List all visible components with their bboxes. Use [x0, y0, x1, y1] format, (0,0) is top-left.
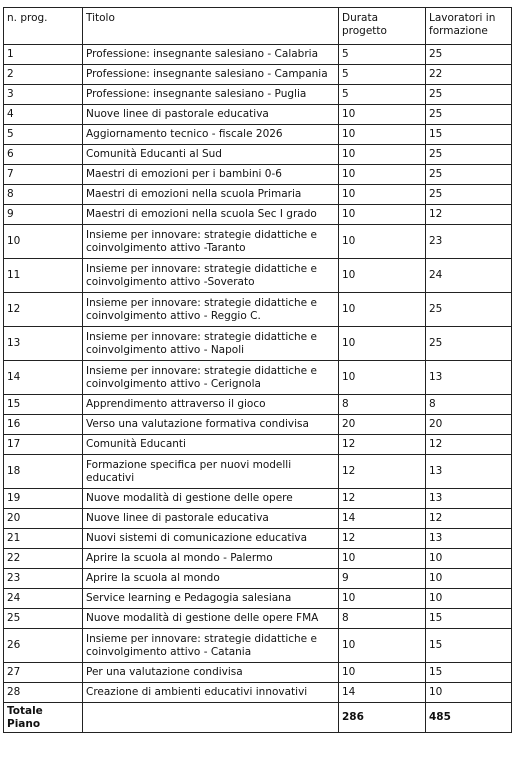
cell-durata: 10	[339, 549, 426, 569]
header-lavoratori: Lavoratori in formazione	[426, 8, 512, 45]
cell-n-prog: 17	[4, 435, 83, 455]
cell-n-prog: 10	[4, 225, 83, 259]
cell-titolo: Insieme per innovare: strategie didattiche e coinvolgimento attivo - Napoli	[83, 327, 339, 361]
table-row	[4, 293, 512, 327]
cell-durata: 10	[339, 259, 426, 293]
cell-n-prog: 4	[4, 105, 83, 125]
cell-durata: 10	[339, 629, 426, 663]
cell-lavoratori: 12	[426, 435, 512, 455]
table-row	[4, 629, 512, 663]
cell-n-prog: 19	[4, 489, 83, 509]
cell-lavoratori: 15	[426, 125, 512, 145]
cell-titolo: Service learning e Pedagogia salesiana	[83, 589, 339, 609]
header-durata: Durata progetto	[339, 8, 426, 45]
cell-n-prog: 23	[4, 569, 83, 589]
table-row	[4, 165, 512, 185]
cell-lavoratori: 25	[426, 165, 512, 185]
table-row	[4, 125, 512, 145]
table-row	[4, 145, 512, 165]
table-row	[4, 683, 512, 703]
cell-durata: 10	[339, 205, 426, 225]
cell-titolo: Creazione di ambienti educativi innovativi	[83, 683, 339, 703]
cell-durata: 5	[339, 65, 426, 85]
total-title-cell	[83, 703, 339, 733]
cell-n-prog: 26	[4, 629, 83, 663]
cell-n-prog: 3	[4, 85, 83, 105]
header-titolo: Titolo	[83, 8, 339, 45]
cell-titolo: Professione: insegnante salesiano - Puglia	[83, 85, 339, 105]
cell-titolo: Nuovi sistemi di comunicazione educativa	[83, 529, 339, 549]
cell-lavoratori: 25	[426, 293, 512, 327]
cell-n-prog: 27	[4, 663, 83, 683]
cell-titolo: Professione: insegnante salesiano - Campania	[83, 65, 339, 85]
cell-durata: 20	[339, 415, 426, 435]
table-row	[4, 509, 512, 529]
table-row	[4, 549, 512, 569]
cell-durata: 14	[339, 509, 426, 529]
cell-n-prog: 13	[4, 327, 83, 361]
cell-n-prog: 1	[4, 45, 83, 65]
cell-n-prog: 14	[4, 361, 83, 395]
cell-titolo: Insieme per innovare: strategie didattiche e coinvolgimento attivo - Cerignola	[83, 361, 339, 395]
cell-durata: 10	[339, 125, 426, 145]
cell-lavoratori: 25	[426, 327, 512, 361]
cell-n-prog: 25	[4, 609, 83, 629]
cell-lavoratori: 15	[426, 609, 512, 629]
total-durata: 286	[339, 703, 426, 733]
cell-n-prog: 21	[4, 529, 83, 549]
cell-durata: 10	[339, 589, 426, 609]
cell-n-prog: 9	[4, 205, 83, 225]
cell-lavoratori: 13	[426, 361, 512, 395]
cell-titolo: Insieme per innovare: strategie didattiche e coinvolgimento attivo - Reggio C.	[83, 293, 339, 327]
table-header-row	[4, 8, 512, 45]
cell-lavoratori: 10	[426, 549, 512, 569]
cell-lavoratori: 25	[426, 105, 512, 125]
cell-lavoratori: 25	[426, 185, 512, 205]
cell-titolo: Verso una valutazione formativa condivisa	[83, 415, 339, 435]
cell-n-prog: 24	[4, 589, 83, 609]
table-row	[4, 259, 512, 293]
cell-lavoratori: 23	[426, 225, 512, 259]
training-plan-table	[3, 7, 512, 733]
cell-lavoratori: 22	[426, 65, 512, 85]
cell-titolo: Maestri di emozioni per i bambini 0-6	[83, 165, 339, 185]
cell-lavoratori: 24	[426, 259, 512, 293]
cell-n-prog: 5	[4, 125, 83, 145]
cell-titolo: Aprire la scuola al mondo	[83, 569, 339, 589]
cell-titolo: Insieme per innovare: strategie didattiche e coinvolgimento attivo - Catania	[83, 629, 339, 663]
cell-durata: 10	[339, 293, 426, 327]
table-row	[4, 569, 512, 589]
cell-n-prog: 28	[4, 683, 83, 703]
cell-n-prog: 18	[4, 455, 83, 489]
cell-durata: 10	[339, 165, 426, 185]
cell-titolo: Maestri di emozioni nella scuola Sec I grado	[83, 205, 339, 225]
table-row	[4, 85, 512, 105]
table-row	[4, 327, 512, 361]
cell-lavoratori: 15	[426, 663, 512, 683]
cell-titolo: Formazione specifica per nuovi modelli educativi	[83, 455, 339, 489]
cell-lavoratori: 12	[426, 205, 512, 225]
table-row	[4, 185, 512, 205]
cell-lavoratori: 25	[426, 145, 512, 165]
table-row	[4, 415, 512, 435]
cell-lavoratori: 12	[426, 509, 512, 529]
cell-durata: 10	[339, 225, 426, 259]
cell-lavoratori: 13	[426, 489, 512, 509]
cell-durata: 12	[339, 489, 426, 509]
cell-durata: 10	[339, 105, 426, 125]
table-row	[4, 205, 512, 225]
cell-titolo: Per una valutazione condivisa	[83, 663, 339, 683]
cell-n-prog: 2	[4, 65, 83, 85]
cell-durata: 10	[339, 327, 426, 361]
table-row	[4, 663, 512, 683]
cell-titolo: Nuove linee di pastorale educativa	[83, 509, 339, 529]
table-row	[4, 589, 512, 609]
cell-titolo: Comunità Educanti al Sud	[83, 145, 339, 165]
cell-n-prog: 20	[4, 509, 83, 529]
cell-durata: 10	[339, 663, 426, 683]
cell-durata: 9	[339, 569, 426, 589]
cell-lavoratori: 10	[426, 683, 512, 703]
cell-lavoratori: 10	[426, 569, 512, 589]
cell-lavoratori: 8	[426, 395, 512, 415]
table-row	[4, 225, 512, 259]
total-row	[4, 703, 512, 733]
cell-durata: 12	[339, 435, 426, 455]
table-row	[4, 361, 512, 395]
table-row	[4, 65, 512, 85]
cell-durata: 5	[339, 45, 426, 65]
cell-titolo: Maestri di emozioni nella scuola Primaria	[83, 185, 339, 205]
table-row	[4, 489, 512, 509]
table-row	[4, 105, 512, 125]
cell-durata: 10	[339, 145, 426, 165]
cell-n-prog: 22	[4, 549, 83, 569]
cell-titolo: Insieme per innovare: strategie didattiche e coinvolgimento attivo -Soverato	[83, 259, 339, 293]
table-row	[4, 435, 512, 455]
cell-lavoratori: 25	[426, 45, 512, 65]
cell-n-prog: 11	[4, 259, 83, 293]
cell-titolo: Nuove modalità di gestione delle opere FMA	[83, 609, 339, 629]
cell-lavoratori: 13	[426, 455, 512, 489]
cell-lavoratori: 25	[426, 85, 512, 105]
cell-n-prog: 12	[4, 293, 83, 327]
cell-titolo: Insieme per innovare: strategie didattiche e coinvolgimento attivo -Taranto	[83, 225, 339, 259]
table-row	[4, 529, 512, 549]
cell-titolo: Aprire la scuola al mondo - Palermo	[83, 549, 339, 569]
table-row	[4, 395, 512, 415]
cell-lavoratori: 10	[426, 589, 512, 609]
cell-n-prog: 15	[4, 395, 83, 415]
cell-n-prog: 7	[4, 165, 83, 185]
total-label: Totale Piano	[4, 703, 83, 733]
cell-titolo: Professione: insegnante salesiano - Calabria	[83, 45, 339, 65]
cell-titolo: Comunità Educanti	[83, 435, 339, 455]
cell-n-prog: 6	[4, 145, 83, 165]
cell-durata: 8	[339, 609, 426, 629]
total-lavoratori: 485	[426, 703, 512, 733]
table-row	[4, 609, 512, 629]
cell-titolo: Nuove modalità di gestione delle opere	[83, 489, 339, 509]
cell-titolo: Nuove linee di pastorale educativa	[83, 105, 339, 125]
cell-durata: 10	[339, 361, 426, 395]
cell-durata: 8	[339, 395, 426, 415]
table-row	[4, 45, 512, 65]
cell-durata: 12	[339, 529, 426, 549]
table-row	[4, 455, 512, 489]
cell-titolo: Aggiornamento tecnico - fiscale 2026	[83, 125, 339, 145]
cell-titolo: Apprendimento attraverso il gioco	[83, 395, 339, 415]
cell-durata: 10	[339, 185, 426, 205]
cell-lavoratori: 15	[426, 629, 512, 663]
cell-n-prog: 8	[4, 185, 83, 205]
cell-durata: 5	[339, 85, 426, 105]
cell-durata: 12	[339, 455, 426, 489]
table-body	[4, 45, 512, 703]
header-n-prog: n. prog.	[4, 8, 83, 45]
cell-lavoratori: 20	[426, 415, 512, 435]
cell-n-prog: 16	[4, 415, 83, 435]
cell-lavoratori: 13	[426, 529, 512, 549]
cell-durata: 14	[339, 683, 426, 703]
